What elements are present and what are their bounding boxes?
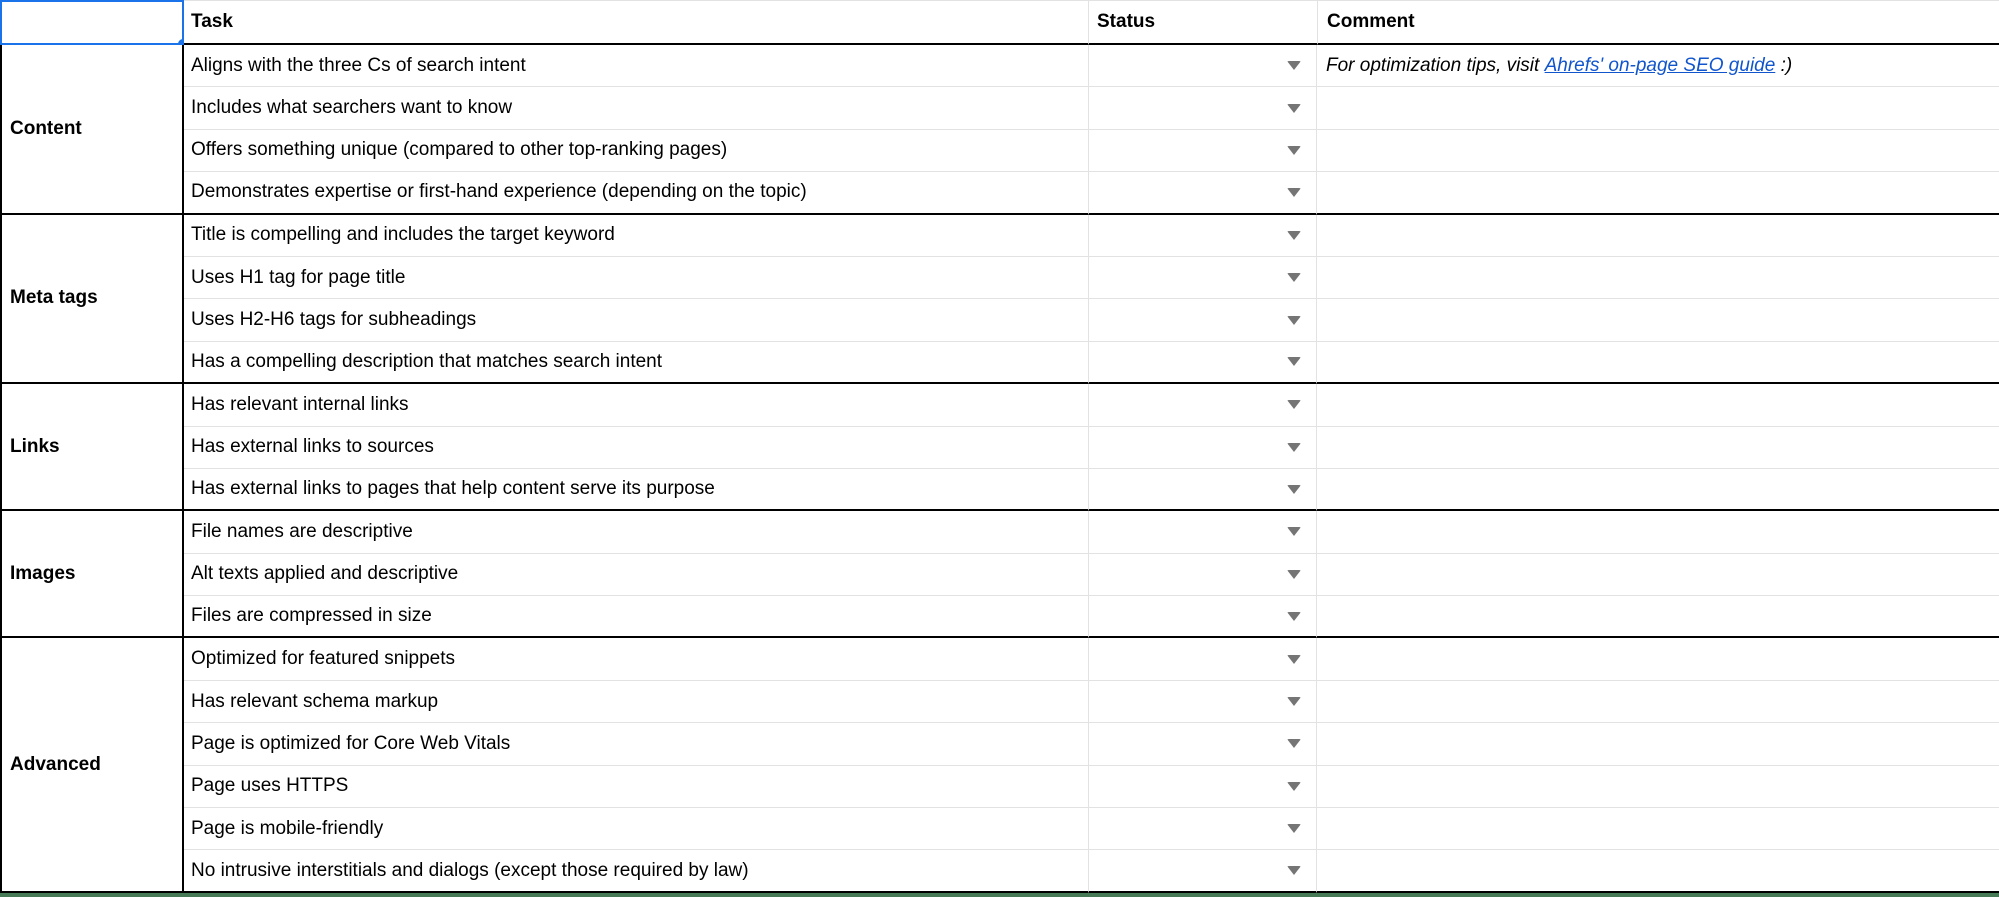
comment-text: For optimization tips, visit: [1326, 54, 1545, 76]
task-cell[interactable]: Has relevant schema markup: [184, 681, 1088, 723]
category-cell-meta-tags[interactable]: Meta tags: [0, 215, 184, 385]
status-dropdown-icon[interactable]: [1287, 104, 1301, 113]
status-dropdown-icon[interactable]: [1287, 655, 1301, 664]
comment-cell[interactable]: [1317, 45, 1999, 87]
status-dropdown-icon[interactable]: [1287, 316, 1301, 325]
status-cell[interactable]: [1088, 681, 1317, 723]
status-cell[interactable]: [1088, 638, 1317, 680]
status-cell[interactable]: [1088, 723, 1317, 765]
comment-cell[interactable]: [1317, 342, 1999, 384]
status-dropdown-icon[interactable]: [1287, 697, 1301, 706]
task-cell[interactable]: Page is mobile-friendly: [184, 808, 1088, 850]
status-cell[interactable]: [1088, 257, 1317, 299]
status-dropdown-icon[interactable]: [1287, 866, 1301, 875]
status-cell[interactable]: [1088, 215, 1317, 257]
status-cell[interactable]: [1088, 554, 1317, 596]
status-cell[interactable]: [1088, 87, 1317, 129]
header-comment[interactable]: Comment: [1317, 0, 1999, 45]
status-cell[interactable]: [1088, 596, 1317, 638]
status-cell[interactable]: [1088, 384, 1317, 426]
comment-cell[interactable]: [1317, 172, 1999, 214]
task-cell[interactable]: Has external links to sources: [184, 427, 1088, 469]
task-cell[interactable]: Has a compelling description that matches search intent: [184, 342, 1088, 384]
status-dropdown-icon[interactable]: [1287, 782, 1301, 791]
status-dropdown-icon[interactable]: [1287, 443, 1301, 452]
status-dropdown-icon[interactable]: [1287, 824, 1301, 833]
comment-link[interactable]: Ahrefs' on-page SEO guide: [1544, 54, 1776, 76]
status-cell[interactable]: [1088, 130, 1317, 172]
status-cell[interactable]: [1088, 850, 1317, 892]
comment-cell[interactable]: [1317, 554, 1999, 596]
status-dropdown-icon[interactable]: [1287, 146, 1301, 155]
comment-cell[interactable]: [1317, 469, 1999, 511]
status-dropdown-icon[interactable]: [1287, 61, 1301, 70]
task-cell[interactable]: File names are descriptive: [184, 511, 1088, 553]
selected-cell[interactable]: [0, 0, 184, 45]
status-cell[interactable]: [1088, 342, 1317, 384]
task-cell[interactable]: Uses H1 tag for page title: [184, 257, 1088, 299]
comment-cell[interactable]: [1317, 808, 1999, 850]
status-dropdown-icon[interactable]: [1287, 357, 1301, 366]
status-dropdown-icon[interactable]: [1287, 570, 1301, 579]
task-cell[interactable]: Has external links to pages that help content serve its purpose: [184, 469, 1088, 511]
next-section-row-edge: [0, 893, 1999, 897]
task-cell[interactable]: Files are compressed in size: [184, 596, 1088, 638]
comment-cell[interactable]: [1317, 638, 1999, 680]
category-cell-advanced[interactable]: Advanced: [0, 638, 184, 892]
task-cell[interactable]: Has relevant internal links: [184, 384, 1088, 426]
status-cell[interactable]: [1088, 299, 1317, 341]
comment-cell[interactable]: [1317, 257, 1999, 299]
comment-cell[interactable]: [1317, 511, 1999, 553]
comment-text: :): [1775, 54, 1793, 76]
header-status[interactable]: Status: [1088, 0, 1317, 45]
task-cell[interactable]: Optimized for featured snippets: [184, 638, 1088, 680]
comment-cell[interactable]: [1317, 850, 1999, 892]
task-cell[interactable]: Page is optimized for Core Web Vitals: [184, 723, 1088, 765]
status-cell[interactable]: [1088, 808, 1317, 850]
status-cell[interactable]: [1088, 427, 1317, 469]
comment-cell[interactable]: [1317, 130, 1999, 172]
comment-cell[interactable]: [1317, 87, 1999, 129]
status-dropdown-icon[interactable]: [1287, 188, 1301, 197]
comment-cell[interactable]: [1317, 215, 1999, 257]
status-cell[interactable]: [1088, 511, 1317, 553]
category-cell-content[interactable]: Content: [0, 45, 184, 215]
status-dropdown-icon[interactable]: [1287, 485, 1301, 494]
task-cell[interactable]: No intrusive interstitials and dialogs (except those required by law): [184, 850, 1088, 892]
status-cell[interactable]: [1088, 172, 1317, 214]
comment-cell[interactable]: [1317, 299, 1999, 341]
status-dropdown-icon[interactable]: [1287, 612, 1301, 621]
comment-cell[interactable]: [1317, 384, 1999, 426]
fill-handle-icon[interactable]: [178, 39, 184, 45]
status-dropdown-icon[interactable]: [1287, 527, 1301, 536]
status-cell[interactable]: [1088, 469, 1317, 511]
status-dropdown-icon[interactable]: [1287, 231, 1301, 240]
status-dropdown-icon[interactable]: [1287, 400, 1301, 409]
task-cell[interactable]: Title is compelling and includes the target keyword: [184, 215, 1088, 257]
task-cell[interactable]: Page uses HTTPS: [184, 766, 1088, 808]
status-dropdown-icon[interactable]: [1287, 273, 1301, 282]
category-cell-links[interactable]: Links: [0, 384, 184, 511]
task-cell[interactable]: Includes what searchers want to know: [184, 87, 1088, 129]
status-dropdown-icon[interactable]: [1287, 739, 1301, 748]
comment-cell[interactable]: [1317, 723, 1999, 765]
header-task[interactable]: Task: [184, 0, 1088, 45]
status-cell[interactable]: [1088, 45, 1317, 87]
task-cell[interactable]: Demonstrates expertise or first-hand experience (depending on the topic): [184, 172, 1088, 214]
task-cell[interactable]: Uses H2-H6 tags for subheadings: [184, 299, 1088, 341]
comment-cell[interactable]: [1317, 427, 1999, 469]
comment-cell[interactable]: [1317, 766, 1999, 808]
task-cell[interactable]: Offers something unique (compared to other top-ranking pages): [184, 130, 1088, 172]
status-cell[interactable]: [1088, 766, 1317, 808]
comment-cell[interactable]: [1317, 681, 1999, 723]
category-cell-images[interactable]: Images: [0, 511, 184, 638]
task-cell[interactable]: Aligns with the three Cs of search intent: [184, 45, 1088, 87]
task-cell[interactable]: Alt texts applied and descriptive: [184, 554, 1088, 596]
comment-cell[interactable]: [1317, 596, 1999, 638]
